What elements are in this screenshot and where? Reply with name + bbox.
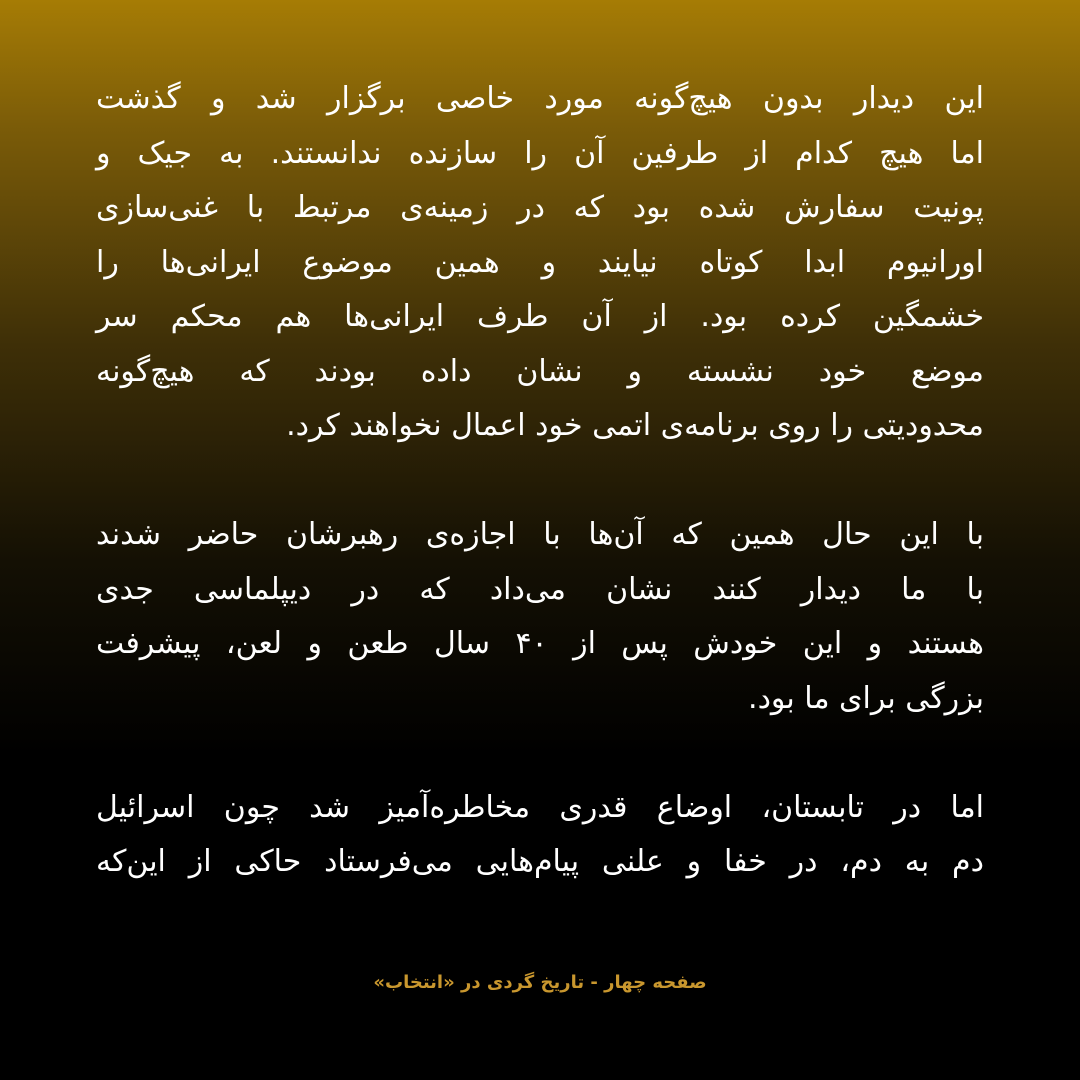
text-line: با این حال همین که آن‌ها با اجازه‌ی رهبرشان حاضر شدند — [96, 517, 984, 552]
text-line: اورانیوم ابدا کوتاه نیایند و همین موضوع ایرانی‌ها را — [96, 244, 984, 280]
text-line: پونیت سفارش شده بود که در زمینه‌ی مرتبط با غنی‌سازی — [96, 190, 984, 225]
text-line: اما هیچ کدام از طرفین آن را سازنده ندانستند. به جیک و — [96, 135, 984, 171]
text-line: هستند و این خودش پس از ۴۰ سال طعن و لعن، پیشرفت — [96, 626, 984, 661]
text-line: با ما دیدار کنند نشان می‌داد که در دیپلماسی جدی — [96, 571, 984, 607]
text-line: دم به دم، در خفا و علنی پیام‌هایی می‌فرستاد حاکی از این‌که — [96, 844, 984, 879]
paragraph-2 — [96, 508, 984, 726]
paragraph-1 — [96, 72, 984, 454]
text-line: این دیدار بدون هیچ‌گونه مورد خاصی برگزار شد و گذشت — [96, 81, 984, 116]
text-line: محدودیتی را روی برنامه‌ی اتمی خود اعمال نخواهند کرد. — [286, 408, 984, 443]
paragraph-3 — [96, 781, 984, 890]
text-line: اما در تابستان، اوضاع قدری مخاطره‌آمیز شد چون اسرائیل — [96, 789, 984, 825]
text-line: موضع خود نشسته و نشان داده بودند که هیچ‌گونه — [96, 353, 984, 389]
article-body — [96, 72, 984, 890]
text-line: بزرگی برای ما بود. — [748, 680, 984, 716]
page-footer-caption: صفحه چهار - تاریخ گردی در «انتخاب» — [373, 972, 707, 993]
text-line: خشمگین کرده بود. از آن طرف ایرانی‌ها هم محکم سر — [96, 299, 984, 334]
